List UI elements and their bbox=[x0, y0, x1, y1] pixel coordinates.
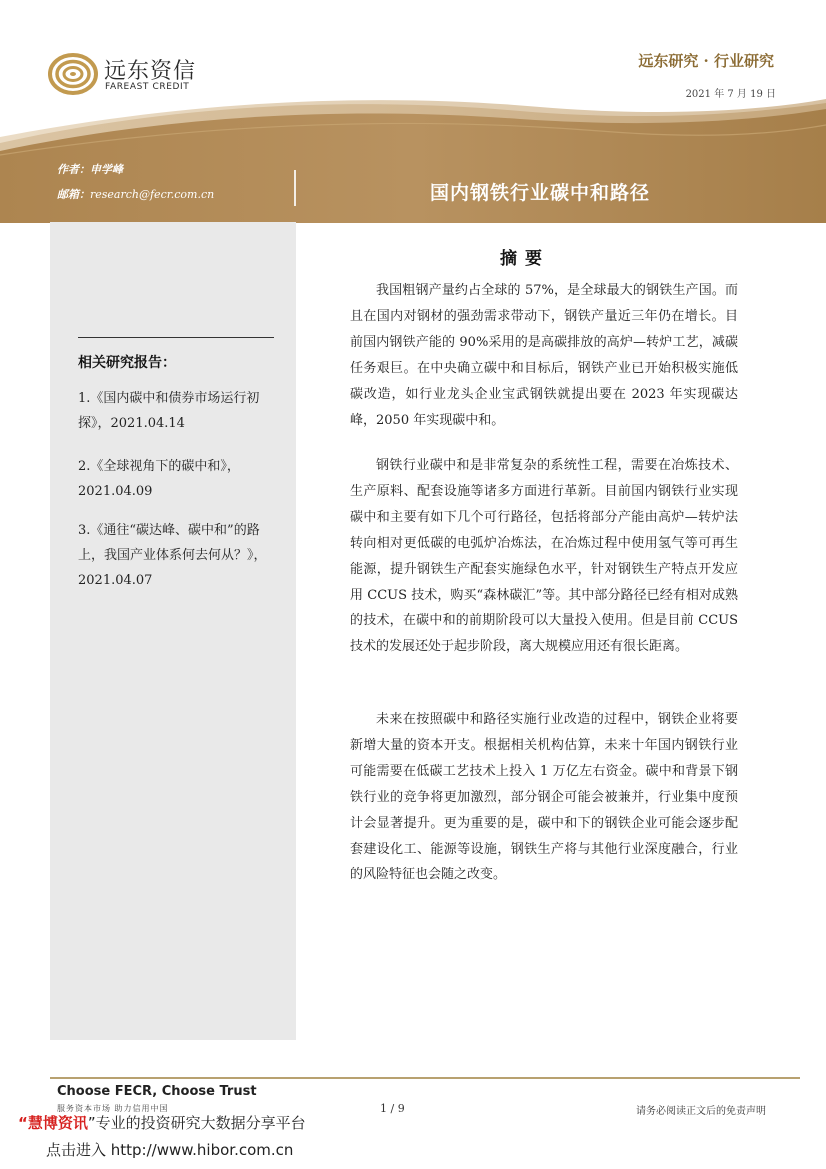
page-number: 1 / 9 bbox=[380, 1102, 405, 1115]
author-line bbox=[57, 161, 123, 177]
band-divider bbox=[294, 170, 296, 206]
footer-tagline: Choose FECR, Choose Trust bbox=[57, 1084, 257, 1099]
abstract-heading: 摘要 bbox=[500, 249, 550, 269]
brand-name-en: FAREAST CREDIT bbox=[105, 82, 190, 92]
abstract-paragraph: 钢铁行业碳中和是非常复杂的系统性工程，需要在冶炼技术、生产原料、配套设施等诸多方面进行革新。目前国内钢铁行业实现碳中和主要有如下几个可行路径，包括将部分产能由高炉—转炉法转向相对更低碳的电弧炉冶炼法，在冶炼过程中使用氢气等可再生能源，提升钢铁生产配套实施绿色水平，针对钢铁生产特点开发应用 CCUS 技术，购买“森林碳汇”等。其中部分路径已经有相对成熟的技术，在碳中和的前期阶段可以大量投入使用。但是目前 CCUS 技术的发展还处于起步阶段，离大规模应用还有很长距离。 bbox=[350, 458, 738, 655]
header-band bbox=[0, 95, 826, 223]
promo-brand: 慧博资讯 bbox=[27, 1114, 88, 1132]
sidebar bbox=[50, 222, 296, 1040]
report-title: 国内钢铁行业碳中和路径 bbox=[430, 182, 651, 204]
abstract-paragraph: 我国粗钢产量约占全球的 57%，是全球最大的钢铁生产国。而且在国内对钢材的强劲需求带动下，钢铁产量近三年仍在增长。目前国内钢铁产能的 90%采用的是高碳排放的高炉—转炉工艺，减碳任务艰巨。在中央确立碳中和目标后，钢铁产业已开始积极实施低碳改造，如行业龙头企业宝武钢铁就提出要在 2023 年实现碳达峰，2050 年实现碳中和。 bbox=[350, 283, 738, 428]
report-series: 远东研究 · 行业研究 bbox=[638, 52, 774, 70]
related-reports-heading: 相关研究报告： bbox=[78, 355, 176, 371]
footer-rule bbox=[50, 1077, 800, 1079]
promo-link[interactable]: 点击进入 http://www.hibor.com.cn bbox=[46, 1141, 294, 1159]
promo-text: ”专业的投资研究大数据分享平台 bbox=[87, 1114, 306, 1132]
related-report-item[interactable]: 3.《通往“碳达峰、碳中和”的路上，我国产业体系何去何从？》，2021.04.07 bbox=[78, 523, 267, 588]
email-line bbox=[57, 186, 214, 202]
promo-quote-open: “ bbox=[18, 1114, 28, 1132]
related-report-item[interactable]: 2.《全球视角下的碳中和》，2021.04.09 bbox=[78, 459, 240, 499]
author-name: 申学峰 bbox=[90, 163, 123, 176]
related-report-item[interactable]: 1.《国内碳中和债券市场运行初探》，2021.04.14 bbox=[78, 391, 260, 431]
logo-rings-icon bbox=[48, 52, 98, 96]
disclaimer-note: 请务必阅读正文后的免责声明 bbox=[636, 1106, 766, 1117]
report-date: 2021 年 7 月 19 日 bbox=[685, 89, 776, 100]
fareast-credit-logo bbox=[48, 50, 218, 100]
abstract-paragraph: 未来在按照碳中和路径实施行业改造的过程中，钢铁企业将要新增大量的资本开支。根据相关机构估算，未来十年国内钢铁行业可能需要在低碳工艺技术上投入 1 万亿左右资金。碳中和背景下钢铁行业的竞争将更加激烈，部分钢企可能会被兼并，行业集中度预计会显著提升。更为重要的是，碳中和下的钢铁企业可能会逐步配套建设化工、能源等设施，钢铁生产将与其他行业深度融合，行业的风险特征也会随之改变。 bbox=[350, 712, 738, 883]
email-address[interactable]: research@fecr.com.cn bbox=[90, 188, 215, 201]
brand-name-cn: 远东资信 bbox=[104, 59, 197, 84]
footer-slogan: 服务资本市场 助力信用中国 bbox=[57, 1104, 169, 1113]
email-label: 邮箱： bbox=[57, 188, 90, 201]
author-label: 作者： bbox=[57, 163, 90, 176]
sidebar-rule bbox=[78, 337, 274, 338]
promo-banner bbox=[18, 1112, 306, 1133]
